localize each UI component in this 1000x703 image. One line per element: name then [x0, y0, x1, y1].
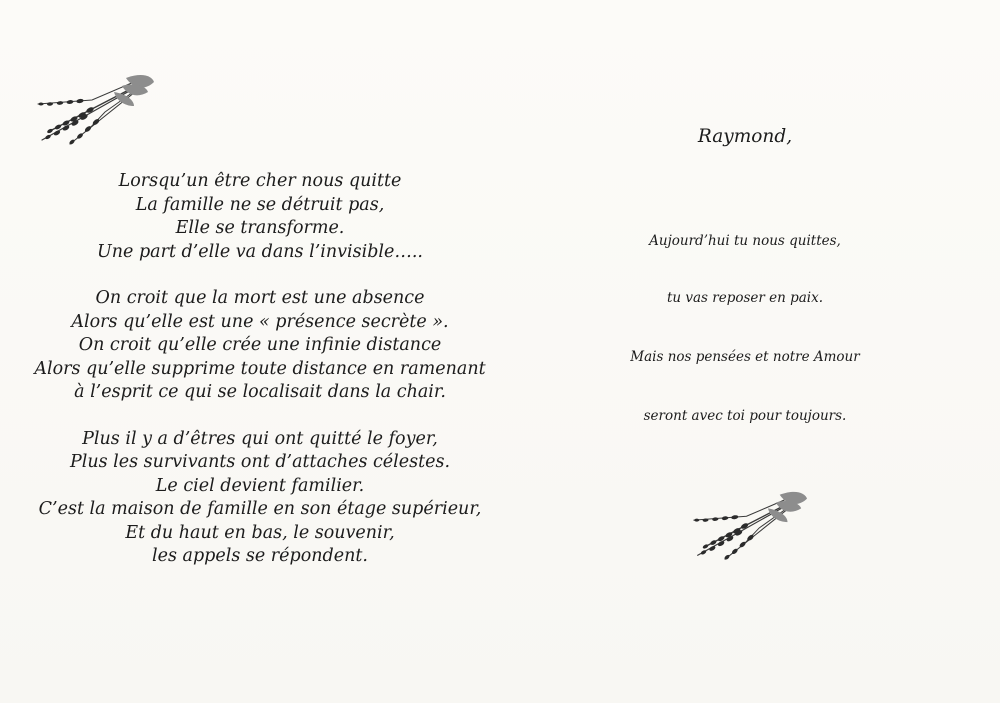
dedication-message: Mais nos pensées et notre Amour — [630, 349, 860, 365]
poem-stanza-1 — [20, 170, 500, 264]
poem-line: à l’esprit ce qui se localisait dans la chair. — [74, 382, 446, 402]
poem-line: Alors qu’elle supprime toute distance en ramenant — [34, 358, 486, 379]
dedication-message: Aujourd’hui tu nous quittes, — [649, 233, 841, 249]
dedication-name: Raymond, — [697, 126, 793, 147]
dedication-message: seront avec toi pour toujours. — [643, 408, 847, 424]
poem — [20, 170, 500, 592]
poem-line: les appels se répondent. — [152, 546, 368, 566]
dedication-message: tu vas reposer en paix. — [666, 290, 824, 306]
poem-line: Une part d’elle va dans l’invisible….. — [97, 241, 423, 262]
lavender-sprig-icon — [686, 486, 808, 566]
lavender-sprig-icon — [30, 70, 155, 150]
poem-line: Plus les survivants ont d’attaches célestes. — [69, 452, 451, 472]
poem-line: On croit que la mort est une absence — [95, 288, 425, 308]
poem-line: La famille ne se détruit pas, — [135, 194, 385, 215]
poem-line: Alors qu’elle est une « présence secrète ». — [71, 311, 449, 332]
poem-line: Elle se transforme. — [175, 218, 345, 238]
poem-stanza-2 — [20, 287, 500, 405]
poem-line: C’est la maison de famille en son étage supérieur, — [38, 499, 482, 519]
poem-line: Plus il y a d’êtres qui ont quitté le foyer, — [82, 428, 438, 449]
poem-line: On croit qu’elle crée une infinie distance — [78, 335, 442, 355]
poem-line: Le ciel devient familier. — [155, 475, 365, 496]
poem-line: Et du haut en bas, le souvenir, — [125, 522, 395, 543]
poem-stanza-3 — [20, 428, 500, 569]
poem-line: Lorsqu’un être cher nous quitte — [118, 171, 402, 191]
